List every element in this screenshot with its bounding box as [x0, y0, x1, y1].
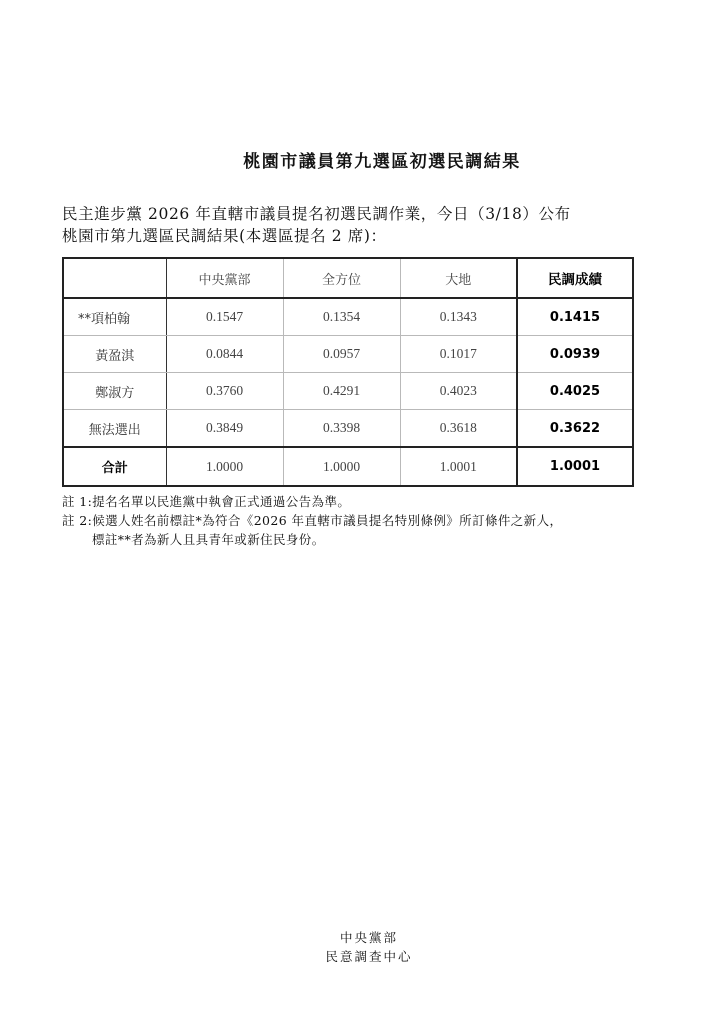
header-blank — [63, 258, 166, 298]
total-label: 合計 — [63, 447, 166, 486]
total-score: 1.0001 — [517, 447, 633, 486]
table-header-row — [63, 258, 633, 298]
candidate-name: 無法選出 — [63, 410, 166, 448]
total-central: 1.0000 — [166, 447, 283, 486]
total-dadi: 1.0001 — [400, 447, 517, 486]
header-central: 中央黨部 — [166, 258, 283, 298]
cell-score: 0.4025 — [517, 373, 633, 410]
table-row — [63, 298, 633, 336]
candidate-name: **項柏翰 — [63, 298, 166, 336]
document-title: 桃園市議員第九選區初選民調結果 — [243, 152, 521, 172]
cell-score: 0.3622 — [517, 410, 633, 448]
cell-central: 0.3849 — [166, 410, 283, 448]
table-row — [63, 336, 633, 373]
cell-central: 0.0844 — [166, 336, 283, 373]
cell-quanfangwei: 0.1354 — [283, 298, 400, 336]
cell-quanfangwei: 0.3398 — [283, 410, 400, 448]
issuer-line-2: 民意調查中心 — [325, 949, 413, 964]
cell-central: 0.3760 — [166, 373, 283, 410]
cell-quanfangwei: 0.4291 — [283, 373, 400, 410]
header-dadi: 大地 — [400, 258, 517, 298]
intro-text — [62, 203, 571, 247]
cell-dadi: 0.4023 — [400, 373, 517, 410]
candidate-name: 鄭淑方 — [63, 373, 166, 410]
footnotes — [62, 492, 562, 549]
note-2-line-2: 標註**者為新人且具青年或新住民身份。 — [92, 532, 325, 547]
header-quanfangwei: 全方位 — [283, 258, 400, 298]
candidate-name: 黃盈淇 — [63, 336, 166, 373]
table-row — [63, 410, 633, 448]
cell-dadi: 0.1017 — [400, 336, 517, 373]
table-row — [63, 373, 633, 410]
poll-results-table — [62, 257, 634, 487]
header-score: 民調成績 — [517, 258, 633, 298]
cell-quanfangwei: 0.0957 — [283, 336, 400, 373]
cell-central: 0.1547 — [166, 298, 283, 336]
note-2-line-1: 註 2:候選人姓名前標註*為符合《2026 年直轄市議員提名特別條例》所訂條件之新人， — [62, 513, 563, 528]
issuer-signature — [0, 928, 724, 966]
cell-dadi: 0.3618 — [400, 410, 517, 448]
cell-score: 0.0939 — [517, 336, 633, 373]
cell-score: 0.1415 — [517, 298, 633, 336]
note-1: 註 1:提名名單以民進黨中執會正式通過公告為準。 — [62, 494, 351, 509]
issuer-line-1: 中央黨部 — [339, 930, 398, 945]
intro-line-2: 桃園市第九選區民調結果(本選區提名 2 席)： — [62, 227, 387, 245]
total-quanfangwei: 1.0000 — [283, 447, 400, 486]
intro-line-1: 民主進步黨 2026 年直轄市議員提名初選民調作業，今日（3/18）公布 — [62, 205, 571, 223]
table-total-row — [63, 447, 633, 486]
cell-dadi: 0.1343 — [400, 298, 517, 336]
